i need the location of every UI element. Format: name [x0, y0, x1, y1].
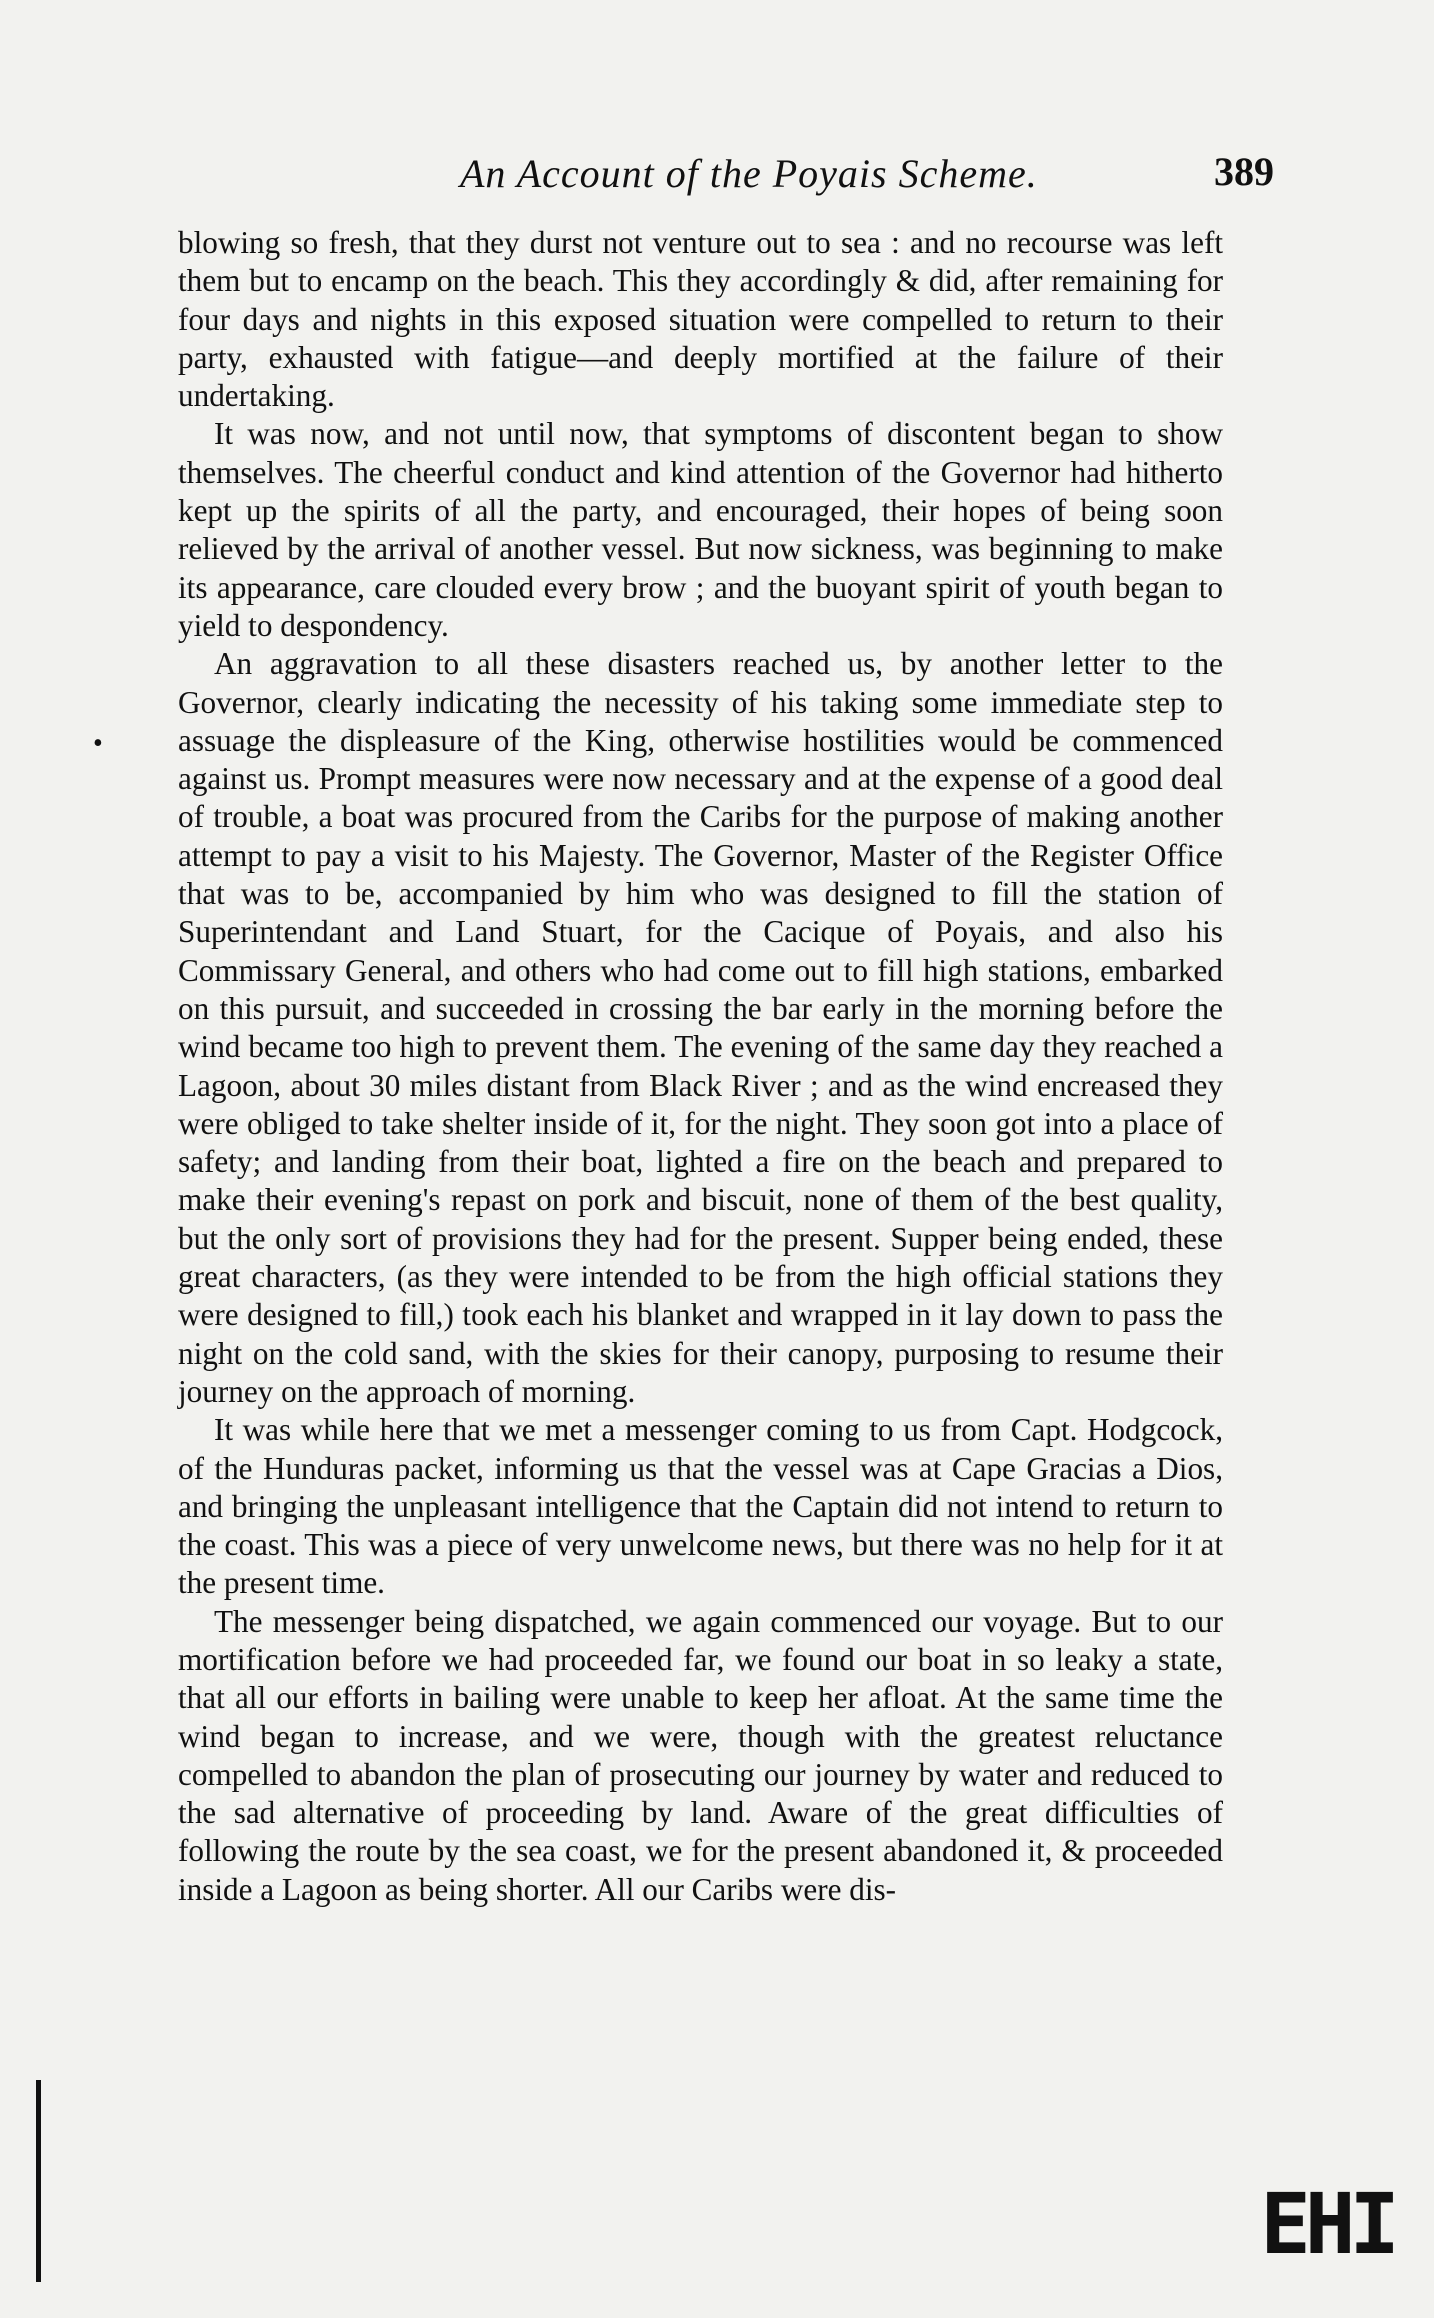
page-number: 389 [1214, 149, 1274, 194]
paragraph-1: blowing so fresh, that they durst not venture out to sea : and no recourse was left them but to encamp on the beach. This they accordingly & did, after remaining for four days and nights in this exposed situation were compelled to return to their party, exhausted with fatigue—and deeply mortified at the failure of their undertaking. [178, 225, 1223, 414]
margin-rule [36, 2080, 41, 2282]
paragraph-2: It was now, and not until now, that symptoms of discontent began to show themselves. The cheerful conduct and kind attention of the Governor had hitherto kept up the spirits of all the party, and encouraged, their hopes of being soon relieved by the arrival of another vessel. But now sickness, was beginning to make its appearance, care clouded every brow ; and the buoyant spirit of youth began to yield to despondency. [178, 416, 1223, 643]
margin-mark: • [93, 728, 103, 759]
paragraph-5: The messenger being dispatched, we again commenced our voyage. But to our mortification before we had proceeded far, we found our boat in so leaky a state, that all our efforts in bailing were unable to keep her afloat. At the same time the wind began to increase, and we were, though with the greatest reluctance compelled to abandon the plan of prosecuting our journey by water and reduced to the sad alternative of proceeding by land. Aware of the great difficulties of following the route by the sea coast, we for the present abandoned it, & proceeded inside a Lagoon as being shorter. All our Caribs were dis- [178, 1603, 1223, 1907]
paragraph-4: It was while here that we met a messenger coming to us from Capt. Hodgcock, of the Hunduras packet, informing us that the vessel was at Cape Gracias a Dios, and bringing the unpleasant intelligence that the Captain did not intend to return to the coast. This was a piece of very unwelcome news, but there was no help for it at the present time. [178, 1412, 1223, 1601]
paragraph-3: An aggravation to all these disasters reached us, by another letter to the Governor, clearly indicating the necessity of his taking some immediate step to assuage the displeasure of the King, otherwise hostilities would be commenced against us. Prompt measures were now necessary and at the expense of a good deal of trouble, a boat was procured from the Caribs for the purpose of making another attempt to pay a visit to his Majesty. The Governor, Master of the Register Office that was to be, accompanied by him who was designed to fill the station of Superintendant and Land Stuart, for the Cacique of Poyais, and also his Commissary General, and others who had come out to fill high stations, embarked on this pursuit, and succeeded in crossing the bar early in the morning before the wind became too high to prevent them. The evening of the same day they reached a Lagoon, about 30 miles distant from Black River ; and as the wind encreased they were obliged to take shelter inside of it, for the night. They soon got into a place of safety; and landing from their boat, lighted a fire on the beach and prepared to make their evening's repast on pork and biscuit, none of them of the best quality, but the only sort of provisions they had for the present. Supper being ended, these great characters, (as they were intended to be from the high official stations they were designed to fill,) took each his blanket and wrapped in it lay down to pass the night on the cold sand, with the skies for their canopy, purposing to resume their journey on the approach of morning. [178, 646, 1223, 1409]
body-text [178, 224, 1223, 1909]
page-header [160, 140, 1274, 200]
running-title: An Account of the Poyais Scheme. [460, 151, 1038, 196]
handwritten-mark-icon: ЕHI [1260, 2175, 1394, 2273]
